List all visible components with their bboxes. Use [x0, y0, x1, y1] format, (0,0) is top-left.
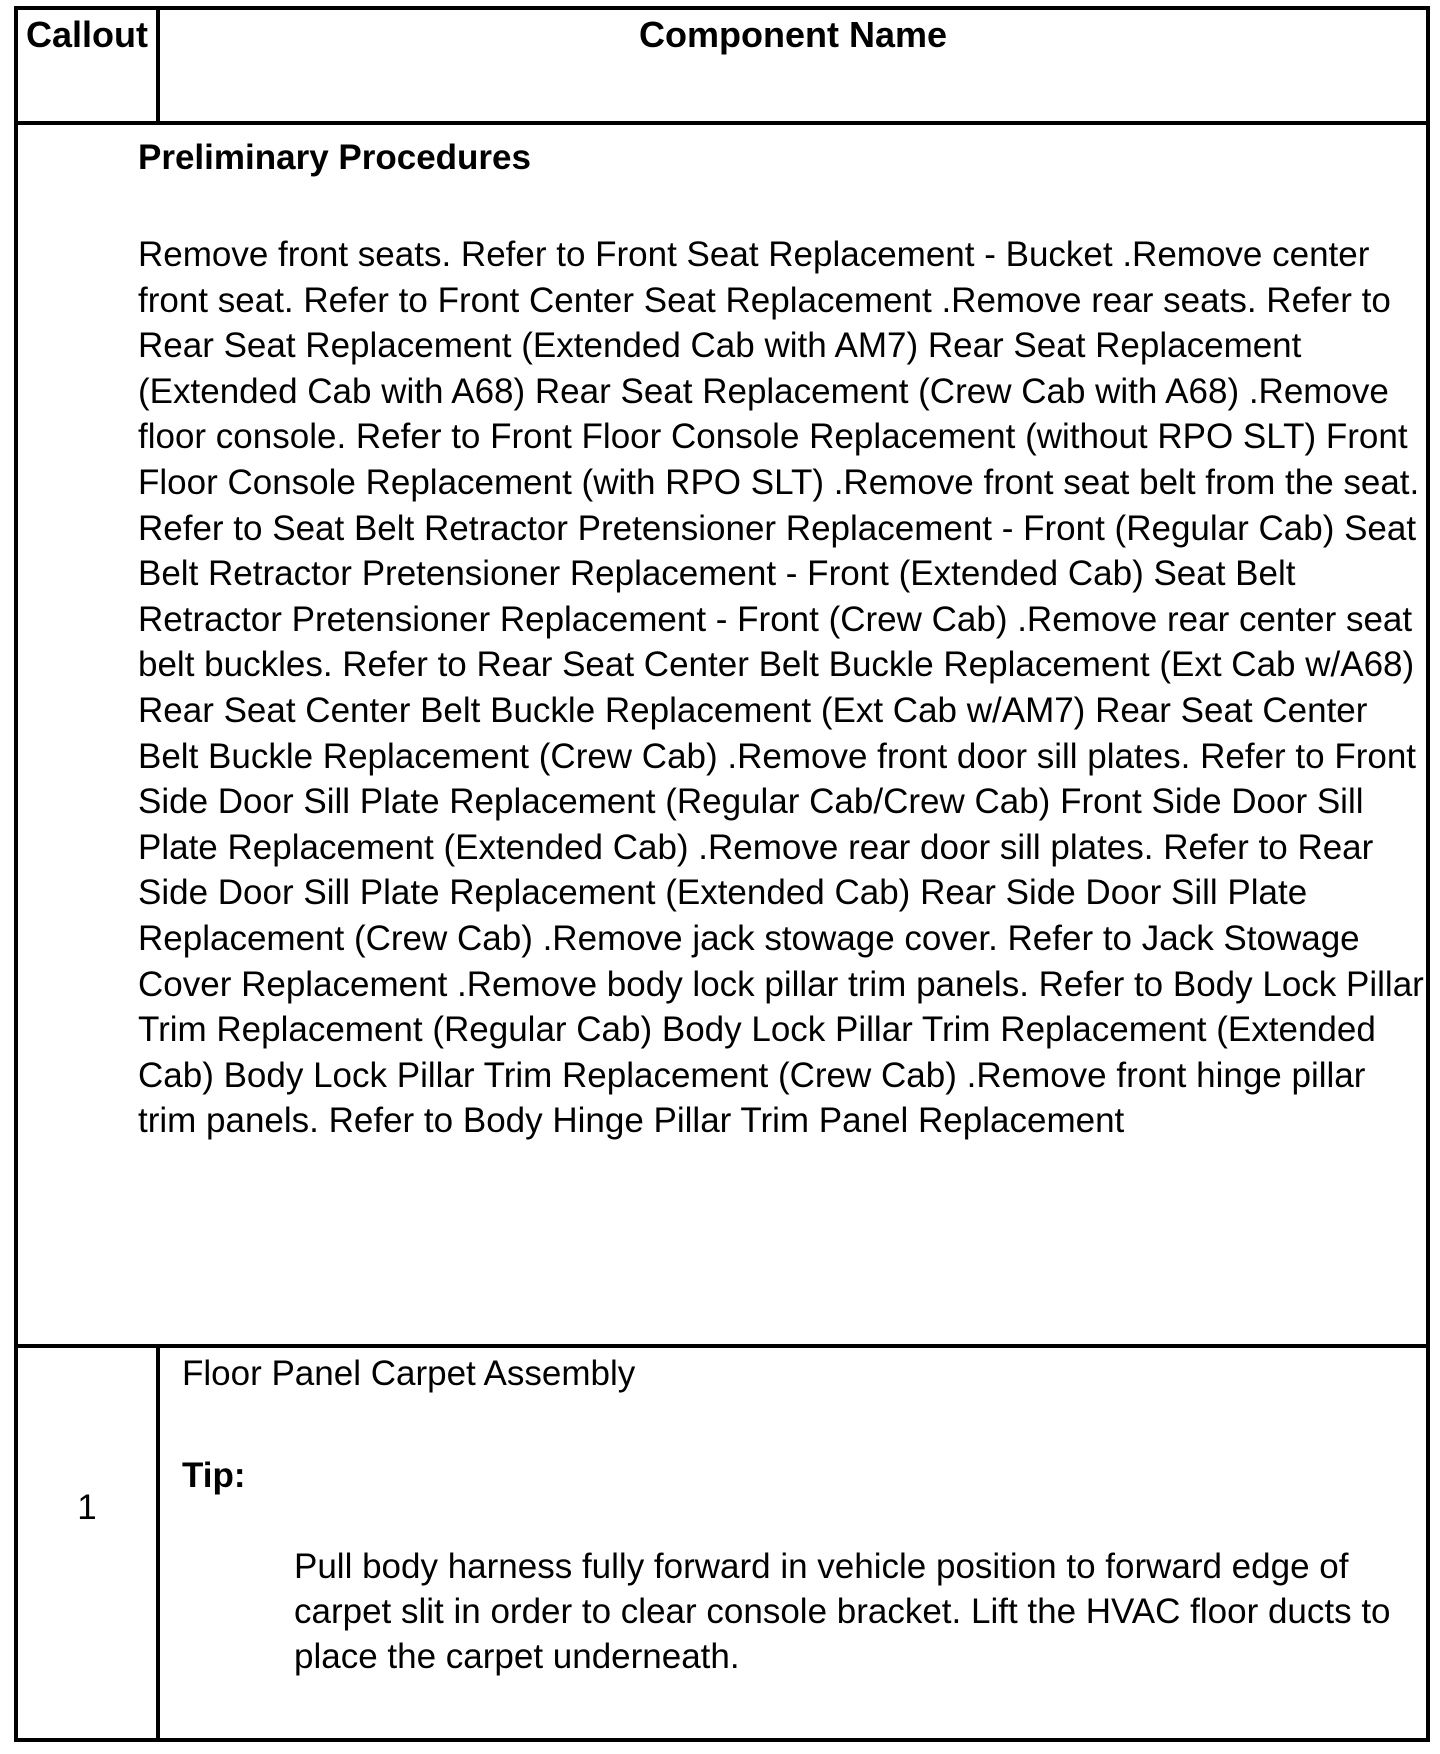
callout-column-header: Callout: [26, 14, 148, 55]
preliminary-procedures-text: Remove front seats. Refer to Front Seat Replacement - Bucket .Remove center front seat. Refer to Front Center Seat Replacement .Remove rear seats. Refer to Rear Seat Replacement (Extended Cab with AM7) Rear Seat Replacement (Extended Cab with A68) Rear Seat Replacement (Crew Cab with A68) .Remove floor console. Refer to Front Floor Console Replacement (without RPO SLT) Front Floor Console Replacement (with RPO SLT) .Remove front seat belt from the seat. Refer to Seat Belt Retractor Pretensioner Replacement - Front (Regular Cab) Seat Belt Retractor Pretensioner Replacement - Front (Extended Cab) Seat Belt Retractor Pretensioner Replacement - Front (Crew Cab) .Remove rear center seat belt buckles. Refer to Rear Seat Center Belt Buckle Replacement (Ext Cab w/A68) Rear Seat Center Belt Buckle Replacement (Ext Cab w/AM7) Rear Seat Center Belt Buckle Replacement (Crew Cab) .Remove front door sill plates. Refer to Front Side Door Sill Plate Replacement (Regular Cab/Crew Cab) Front Side Door Sill Plate Replacement (Extended Cab) .Remove rear door sill plates. Refer to Rear Side Door Sill Plate Replacement (Extended Cab) Rear Side Door Sill Plate Replacement (Crew Cab) .Remove jack stowage cover. Refer to Jack Stowage Cover Replacement .Remove body lock pillar trim panels. Refer to Body Lock Pillar Trim Replacement (Regular Cab) Body Lock Pillar Trim Replacement (Extended Cab) Body Lock Pillar Trim Replacement (Crew Cab) .Remove front hinge pillar trim panels. Refer to Body Hinge Pillar Trim Panel Replacement: [138, 235, 1424, 1141]
preliminary-procedures-title: Preliminary Procedures: [138, 138, 531, 177]
header-divider: [18, 121, 1426, 125]
component-name: Floor Panel Carpet Assembly: [182, 1354, 636, 1393]
tip-text: Pull body harness fully forward in vehicle position to forward edge of carpet slit in order to clear console bracket. Lift the HVAC floor ducts to place the carpet underneath.: [294, 1547, 1391, 1676]
tip-label: Tip:: [182, 1456, 246, 1495]
procedure-table: [14, 6, 1430, 1742]
row-column-divider: [156, 1348, 160, 1742]
component-name-column-header: Component Name: [638, 14, 948, 55]
callout-number: 1: [77, 1488, 97, 1527]
row-divider: [18, 1344, 1426, 1348]
